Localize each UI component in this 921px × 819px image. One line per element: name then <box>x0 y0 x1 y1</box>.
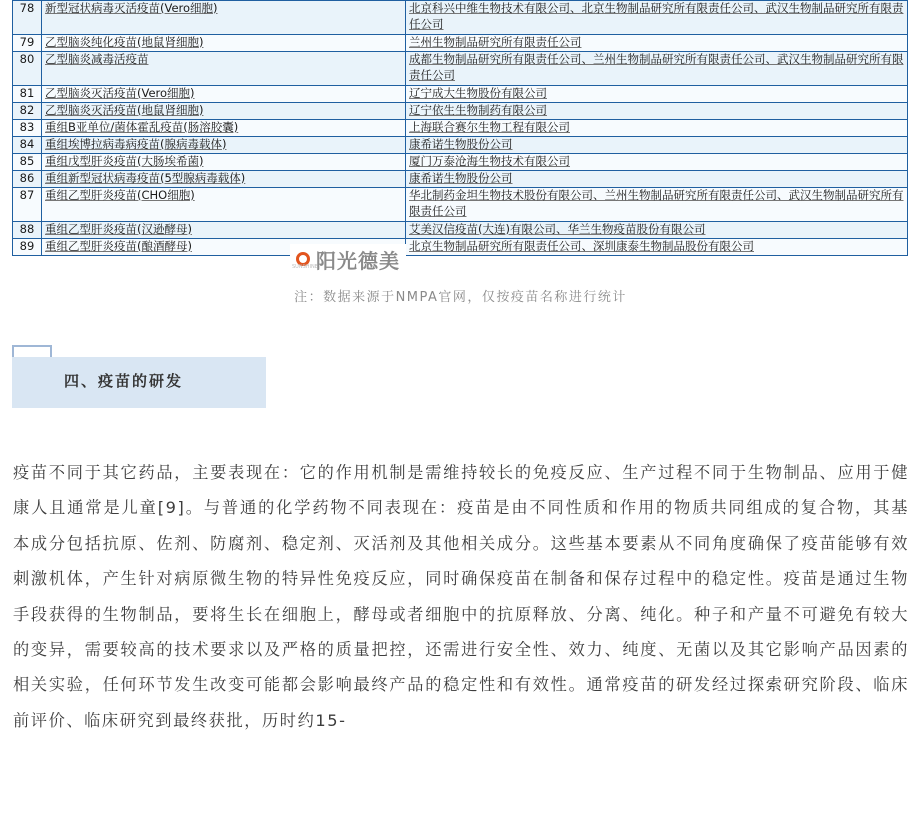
row-number: 87 <box>13 188 42 222</box>
vaccine-name <box>42 35 406 52</box>
table-row <box>13 1 908 35</box>
row-number: 88 <box>13 222 42 239</box>
manufacturer: 北京生物制品研究所有限责任公司、深圳康泰生物制品股份有限公司 <box>406 239 908 256</box>
vaccine-name-text: 重组乙型肝炎疫苗(CHO细胞) <box>45 188 195 202</box>
watermark-subtext: SUNSHINE <box>292 264 318 270</box>
row-number: 82 <box>13 103 42 120</box>
manufacturer: 厦门万泰沧海生物技术有限公司 <box>406 154 908 171</box>
table-row <box>13 52 908 86</box>
vaccine-name-text: 重组乙型肝炎疫苗(汉逊酵母) <box>45 222 192 236</box>
vaccine-name <box>42 171 406 188</box>
row-number: 79 <box>13 35 42 52</box>
vaccine-name-text: 乙型脑炎灭活疫苗(Vero细胞) <box>45 86 195 100</box>
manufacturer: 兰州生物制品研究所有限责任公司 <box>406 35 908 52</box>
vaccine-name-text: 重组乙型肝炎疫苗(酿酒酵母) <box>45 239 192 253</box>
vaccine-table-wrap <box>12 0 908 256</box>
row-number: 83 <box>13 120 42 137</box>
table-row <box>13 35 908 52</box>
table-row <box>13 222 908 239</box>
watermark-logo <box>290 244 406 274</box>
vaccine-name <box>42 103 406 120</box>
manufacturer: 辽宁依生生物制药有限公司 <box>406 103 908 120</box>
row-number: 85 <box>13 154 42 171</box>
manufacturer: 康希诺生物股份公司 <box>406 137 908 154</box>
table-row <box>13 171 908 188</box>
vaccine-name <box>42 222 406 239</box>
table-row <box>13 154 908 171</box>
vaccine-name <box>42 86 406 103</box>
table-row <box>13 120 908 137</box>
vaccine-name-text: 重组新型冠状病毒疫苗(5型腺病毒载体) <box>45 171 246 185</box>
vaccine-name <box>42 137 406 154</box>
row-number: 89 <box>13 239 42 256</box>
table-note: 注：数据来源于NMPA官网，仅按疫苗名称进行统计 <box>294 290 627 305</box>
manufacturer: 北京科兴中维生物技术有限公司、北京生物制品研究所有限责任公司、武汉生物制品研究所有限责任公司 <box>406 1 908 35</box>
vaccine-table <box>12 0 908 256</box>
vaccine-name-text: 新型冠状病毒灭活疫苗(Vero细胞) <box>45 1 218 15</box>
vaccine-name <box>42 52 406 86</box>
row-number: 86 <box>13 171 42 188</box>
row-number: 78 <box>13 1 42 35</box>
row-number: 81 <box>13 86 42 103</box>
table-row <box>13 103 908 120</box>
row-number: 84 <box>13 137 42 154</box>
vaccine-table-body <box>13 1 908 256</box>
table-row <box>13 239 908 256</box>
watermark-text: 阳光德美 <box>316 248 400 273</box>
manufacturer: 华北制药金坦生物技术股份有限公司、兰州生物制品研究所有限责任公司、武汉生物制品研究所有限责任公司 <box>406 188 908 222</box>
vaccine-name <box>42 154 406 171</box>
vaccine-name <box>42 1 406 35</box>
manufacturer: 成都生物制品研究所有限责任公司、兰州生物制品研究所有限责任公司、武汉生物制品研究所有限责任公司 <box>406 52 908 86</box>
vaccine-name-text: 乙型脑炎灭活疫苗(地鼠肾细胞) <box>45 103 204 117</box>
section-title: 四、疫苗的研发 <box>64 372 184 390</box>
manufacturer: 艾美汉信疫苗(大连)有限公司、华兰生物疫苗股份有限公司 <box>406 222 908 239</box>
vaccine-name-text: 乙型脑炎减毒活疫苗 <box>45 52 149 66</box>
vaccine-name <box>42 188 406 222</box>
row-number: 80 <box>13 52 42 86</box>
vaccine-name-text: 重组B亚单位/菌体霍乱疫苗(肠溶胶囊) <box>45 120 239 134</box>
vaccine-name <box>42 120 406 137</box>
manufacturer: 康希诺生物股份公司 <box>406 171 908 188</box>
section-corner-decoration <box>12 345 52 357</box>
vaccine-name-text: 重组埃博拉病毒病疫苗(腺病毒载体) <box>45 137 227 151</box>
manufacturer: 辽宁成大生物股份有限公司 <box>406 86 908 103</box>
vaccine-name-text: 乙型脑炎纯化疫苗(地鼠肾细胞) <box>45 35 204 49</box>
table-row <box>13 86 908 103</box>
vaccine-name-text: 重组戊型肝炎疫苗(大肠埃希菌) <box>45 154 204 168</box>
table-row <box>13 188 908 222</box>
manufacturer: 上海联合赛尔生物工程有限公司 <box>406 120 908 137</box>
body-paragraph: 疫苗不同于其它药品，主要表现在：它的作用机制是需维持较长的免疫反应、生产过程不同于生物制品、应用于健康人且通常是儿童[9]。与普通的化学药物不同表现在：疫苗是由不同性质和作用的物质共同组成的复合物，其基本成分包括抗原、佐剂、防腐剂、稳定剂、灭活剂及其他相关成分。这些基本要素从不同角度确保了疫苗能够有效刺激机体，产生针对病原微生物的特异性免疫反应，同时确保疫苗在制备和保存过程中的稳定性。疫苗是通过生物手段获得的生物制品，要将生长在细胞上，酵母或者细胞中的抗原释放、分离、纯化。种子和产量不可避免有较大的变异，需要较高的技术要求以及严格的质量把控，还需进行安全性、效力、纯度、无菌以及其它影响产品因素的相关实验，任何环节发生改变可能都会影响最终产品的稳定性和有效性。通常疫苗的研发经过探索研究阶段、临床前评价、临床研究到最终获批，历时约15- <box>13 463 909 730</box>
table-row <box>13 137 908 154</box>
